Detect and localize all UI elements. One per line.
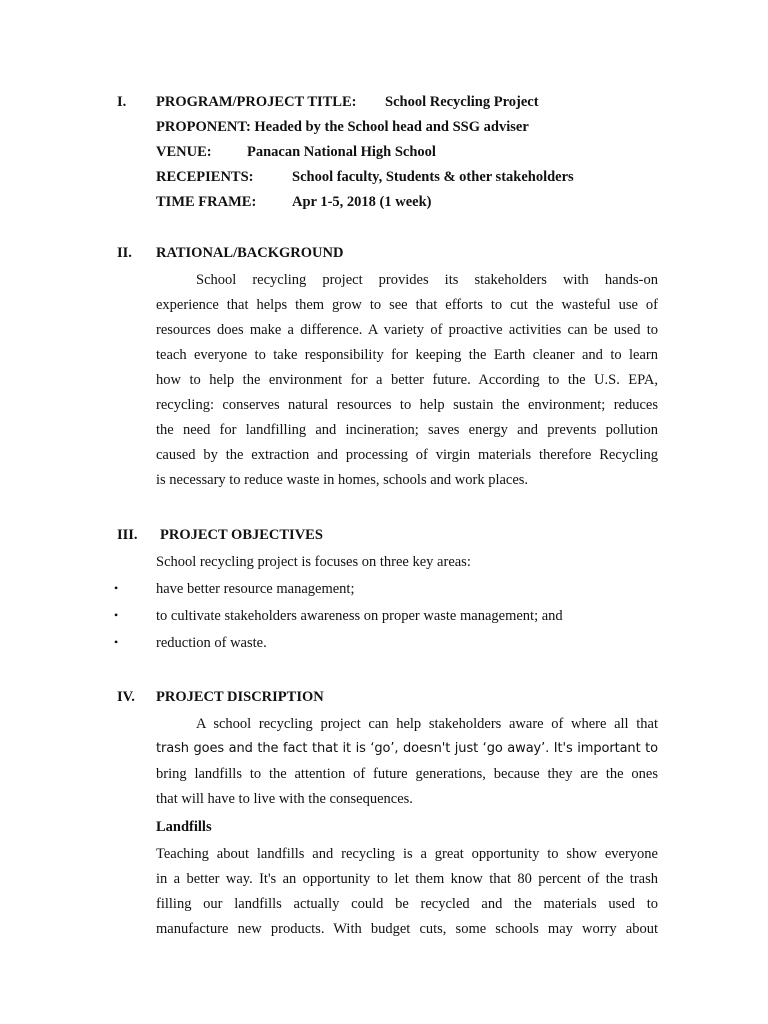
objective-item: have better resource management; [156,581,355,597]
proponent-line: PROPONENT: Headed by the School head and SSG adviser [156,119,529,135]
paragraph-line: School recycling project provides its stakeholders with hands-on [196,272,658,288]
section-4-number: IV. [117,689,135,705]
bullet-icon: • [114,581,119,595]
paragraph-line: trash goes and the fact that it is ‘go’, doesn't just ‘go away’. It's important to [156,741,658,756]
timeframe-label: TIME FRAME: [156,194,257,210]
title-value: School Recycling Project [385,94,539,110]
section-4-heading: PROJECT DISCRIPTION [156,689,324,705]
paragraph-line: is necessary to reduce waste in homes, schools and work places. [156,472,529,488]
title-label: PROGRAM/PROJECT TITLE: [156,94,357,110]
paragraph-line: experience that helps them grow to see that efforts to cut the wasteful use of [156,297,658,313]
objective-item: to cultivate stakeholders awareness on proper waste management; and [156,608,563,624]
section-1-number: I. [117,94,127,110]
paragraph-line: that will have to live with the consequences. [156,791,413,807]
paragraph-line: in a better way. It's an opportunity to let them know that 80 percent of the trash [156,871,658,887]
section-3-heading: PROJECT OBJECTIVES [160,527,323,543]
paragraph-line: how to help the environment for a better future. According to the U.S. EPA, [156,372,658,388]
objective-item: reduction of waste. [156,635,267,651]
paragraph-line: teach everyone to take responsibility for keeping the Earth cleaner and to learn [156,347,658,363]
bullet-icon: • [114,635,119,649]
paragraph-line: manufacture new products. With budget cuts, some schools may worry about [156,921,658,937]
venue-label: VENUE: [156,144,212,160]
section-2-number: II. [117,245,132,261]
paragraph-line: filling our landfills actually could be recycled and the materials used to [156,896,658,912]
paragraph-line: recycling: conserves natural resources to help sustain the environment; reduces [156,397,658,413]
paragraph-line: Teaching about landfills and recycling is a great opportunity to show everyone [156,846,658,862]
paragraph-line: caused by the extraction and processing of virgin materials therefore Recycling [156,447,658,463]
paragraph-line: the need for landfilling and incineration; saves energy and prevents pollution [156,422,658,438]
paragraph-line: A school recycling project can help stakeholders aware of where all that [196,716,658,732]
recipients-label: RECEPIENTS: [156,169,254,185]
section-2-heading: RATIONAL/BACKGROUND [156,245,344,261]
landfills-subheading: Landfills [156,819,212,835]
recipients-value: School faculty, Students & other stakeholders [292,169,574,185]
objectives-intro: School recycling project is focuses on three key areas: [156,554,471,570]
paragraph-line: bring landfills to the attention of future generations, because they are the ones [156,766,658,782]
timeframe-value: Apr 1-5, 2018 (1 week) [292,194,432,210]
venue-value: Panacan National High School [247,144,436,160]
bullet-icon: • [114,608,119,622]
paragraph-line: resources does make a difference. A variety of proactive activities can be used to [156,322,658,338]
section-3-number: III. [117,527,138,543]
